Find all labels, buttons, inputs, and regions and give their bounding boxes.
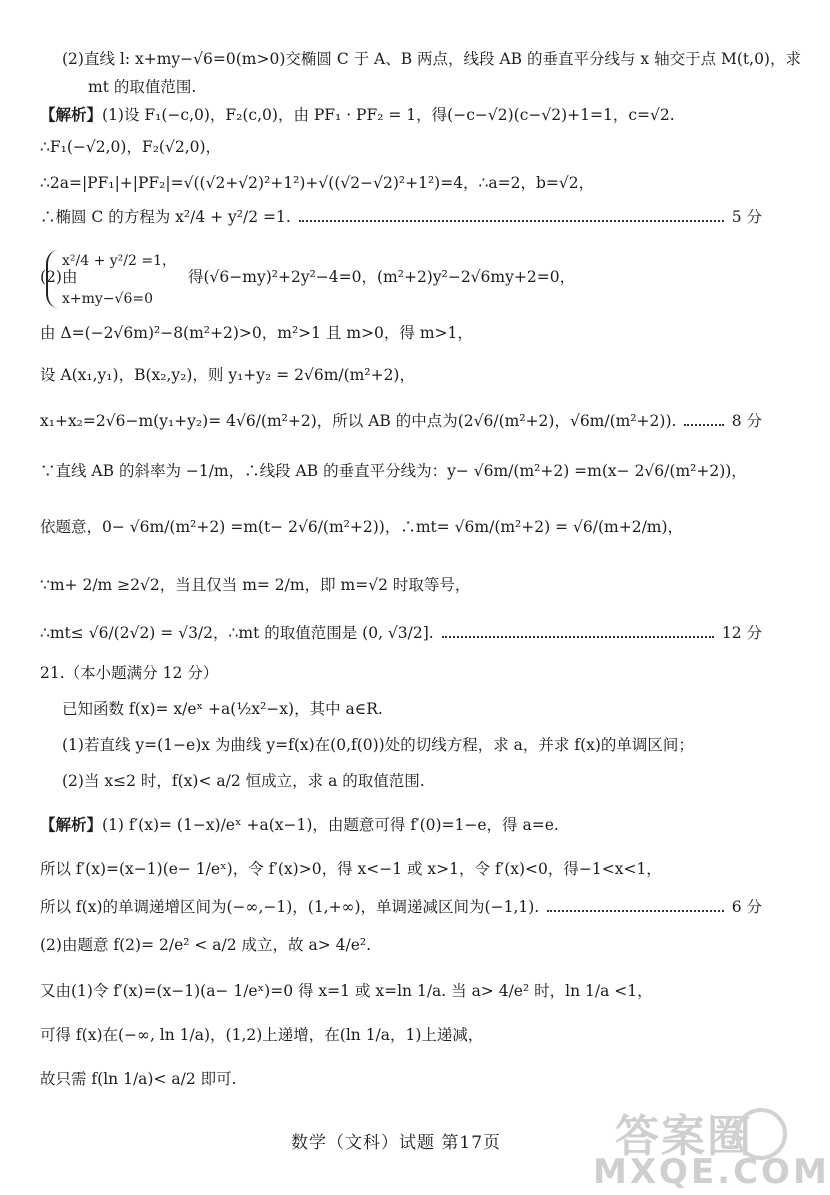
solution-line-9: 依题意，0− √6m/(m²+2) =m(t− 2√6/(m²+2))，∴mt= √6m/(m²+2) = √6/(m+2/m)，	[40, 518, 684, 536]
solution-21-line-1	[40, 814, 559, 836]
score-5: 5 分	[731, 208, 762, 226]
page-footer: 数学（文科）试题 第17页	[290, 1133, 502, 1153]
score-row-8	[40, 410, 762, 432]
question-21-stem: 已知函数 f(x)= x/eˣ +a(½x²−x)，其中 a∈R.	[62, 700, 383, 718]
solution-21-line-7: 故只需 f(ln 1/a)< a/2 即可.	[40, 1070, 237, 1088]
score-row-6	[40, 896, 762, 918]
solution-21-line-5: 又由(1)令 f′(x)=(x−1)(a− 1/eˣ)=0 得 x=1 或 x=ln 1/a. 当 a> 4/e² 时，ln 1/a <1，	[40, 982, 653, 1000]
solution-21-line-3: 所以 f(x)的单调递增区间为(−∞,−1)，(1,+∞)，单调递减区间为(−1,1).	[40, 898, 540, 916]
solution-line-8: ∵直线 AB 的斜率为 −1/m，∴线段 AB 的垂直平分线为：y− √6m/(m²+2) =m(x− 2√6/(m²+2))，	[40, 462, 747, 480]
system-eq-1: x²/4 + y²/2 =1，	[62, 253, 176, 269]
score-leader-dots	[299, 220, 724, 222]
analysis-tag: 【解析】	[40, 105, 103, 124]
solution-line-10: ∵m+ 2/m ≥2√2，当且仅当 m= 2/m，即 m=√2 时取等号，	[40, 576, 471, 594]
system-result: 得(√6−my)²+2y²−4=0，(m²+2)y²−2√6my+2=0，	[188, 268, 576, 286]
question-21-header: 21.（本小题满分 12 分）	[40, 664, 219, 682]
score-leader-dots	[547, 910, 723, 912]
analysis-tag: 【解析】	[40, 815, 103, 834]
score-12: 12 分	[721, 624, 762, 642]
solution-line-7: x₁+x₂=2√6−m(y₁+y₂)= 4√6/(m²+2)，所以 AB 的中点为(2√6/(m²+2)，√6m/(m²+2)).	[40, 412, 677, 430]
solution-line-1-text: (1)设 F₁(−c,0)，F₂(c,0)，由 PF₁ · PF₂ = 1，得(−c−√2)(c−√2)+1=1，c=√2.	[102, 106, 675, 124]
score-8: 8 分	[731, 412, 762, 430]
problem-line-2: mt 的取值范围.	[88, 78, 197, 96]
score-leader-dots	[684, 424, 723, 426]
score-row-12	[40, 622, 762, 644]
solution-line-4: ∴椭圆 C 的方程为 x²/4 + y²/2 =1.	[40, 208, 291, 226]
solution-line-3: ∴2a=|PF₁|+|PF₂|=√((√2+√2)²+1²)+√((√2−√2)²+1²)=4，∴a=2，b=√2，	[40, 174, 595, 192]
solution-21-line-4: (2)由题意 f(2)= 2/e² < a/2 成立，故 a> 4/e².	[40, 936, 372, 954]
score-leader-dots	[442, 636, 714, 638]
solution-line-5: 由 Δ=(−2√6m)²−8(m²+2)>0，m²>1 且 m>0，得 m>1，	[40, 324, 473, 342]
score-row-5	[40, 206, 762, 228]
solution-line-2: ∴F₁(−√2,0)，F₂(√2,0)，	[40, 138, 222, 156]
watermark	[575, 1100, 830, 1192]
solution-line-6: 设 A(x₁,y₁)，B(x₂,y₂)，则 y₁+y₂ = 2√6m/(m²+2)，	[40, 366, 415, 384]
system-eq-2: x+my−√6=0	[62, 291, 154, 307]
problem-line-1: (2)直线 l: x+my−√6=0(m>0)交椭圆 C 于 A、B 两点，线段 AB 的垂直平分线与 x 轴交于点 M(t,0)，求	[62, 50, 801, 68]
solution-line-1	[40, 104, 675, 126]
question-21-part-1: (1)若直线 y=(1−e)x 为曲线 y=f(x)在(0,f(0))处的切线方程，求 a，并求 f(x)的单调区间；	[62, 736, 694, 754]
solution-21-line-6: 可得 f(x)在(−∞, ln 1/a)，(1,2)上递增，在(ln 1/a，1)上递减，	[40, 1026, 484, 1044]
system-brace	[46, 250, 58, 308]
watermark-text-top: 答案圈	[615, 1111, 753, 1162]
watermark-text-bottom: MXQE.COM	[593, 1152, 830, 1192]
solution-21-line-1-text: (1) f′(x)= (1−x)/eˣ +a(x−1)，由题意可得 f′(0)=1−e，得 a=e.	[102, 816, 559, 834]
score-6: 6 分	[731, 898, 762, 916]
solution-21-line-2: 所以 f′(x)=(x−1)(e− 1/eˣ)，令 f′(x)>0，得 x<−1 或 x>1，令 f′(x)<0，得−1<x<1，	[40, 860, 662, 878]
question-21-part-2: (2)当 x≤2 时，f(x)< a/2 恒成立，求 a 的取值范围.	[62, 772, 425, 790]
system-prefix: (2)由	[40, 268, 78, 286]
solution-line-11: ∴mt≤ √6/(2√2) = √3/2，∴mt 的取值范围是 (0, √3/2].	[40, 624, 434, 642]
